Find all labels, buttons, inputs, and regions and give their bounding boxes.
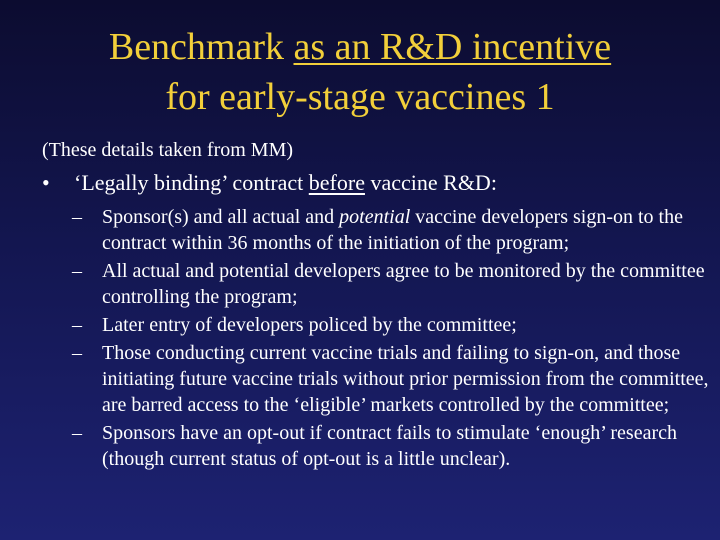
source-note: (These details taken from MM)	[42, 139, 294, 161]
dash-marker: –	[72, 314, 82, 336]
sub-bullet-item	[72, 340, 714, 418]
title-line-2: for early-stage vaccines 1	[165, 76, 555, 118]
sub-bullet-text-italic: potential	[339, 206, 411, 228]
dash-marker: –	[72, 342, 82, 364]
bullet-marker: •	[42, 170, 50, 195]
title-text-underlined: as an R&D incentive	[293, 26, 612, 68]
sub-bullet-text-c: vaccine developers sign-on to the contract within 36 months of the initiation of the program;	[102, 206, 683, 254]
sub-bullet-item	[72, 258, 714, 310]
dash-marker: –	[72, 422, 82, 444]
sub-bullet-item	[72, 312, 714, 338]
sub-bullet-text	[102, 204, 714, 256]
sub-bullet-text-a: Sponsor(s) and all actual and	[102, 206, 340, 228]
sub-bullet-list	[72, 204, 714, 474]
sub-bullet-text: Those conducting current vaccine trials and failing to sign-on, and those initiating future vaccine trials without prior permission from the committee, are barred access to the ‘eligible’ markets controlled by the committee;	[102, 342, 709, 416]
sub-bullet-text: All actual and potential developers agree to be monitored by the committee controlling the program;	[102, 260, 705, 308]
sub-bullet-text: Sponsors have an opt-out if contract fails to stimulate ‘enough’ research (though current status of opt-out is a little unclear).	[102, 422, 678, 470]
bullet-text-underlined: before	[308, 170, 365, 195]
sub-bullet-text: Later entry of developers policed by the committee;	[102, 314, 517, 336]
slide-title	[0, 22, 720, 122]
sub-bullet-item	[72, 420, 714, 472]
dash-marker: –	[72, 206, 82, 228]
bullet-text-a: ‘Legally binding’ contract	[74, 170, 309, 195]
main-bullet-text	[74, 170, 497, 196]
title-line-1	[0, 22, 720, 72]
bullet-text-c: vaccine R&D:	[364, 170, 497, 195]
dash-marker: –	[72, 260, 82, 282]
sub-bullet-item	[72, 204, 714, 256]
title-text-plain: Benchmark	[108, 26, 294, 68]
